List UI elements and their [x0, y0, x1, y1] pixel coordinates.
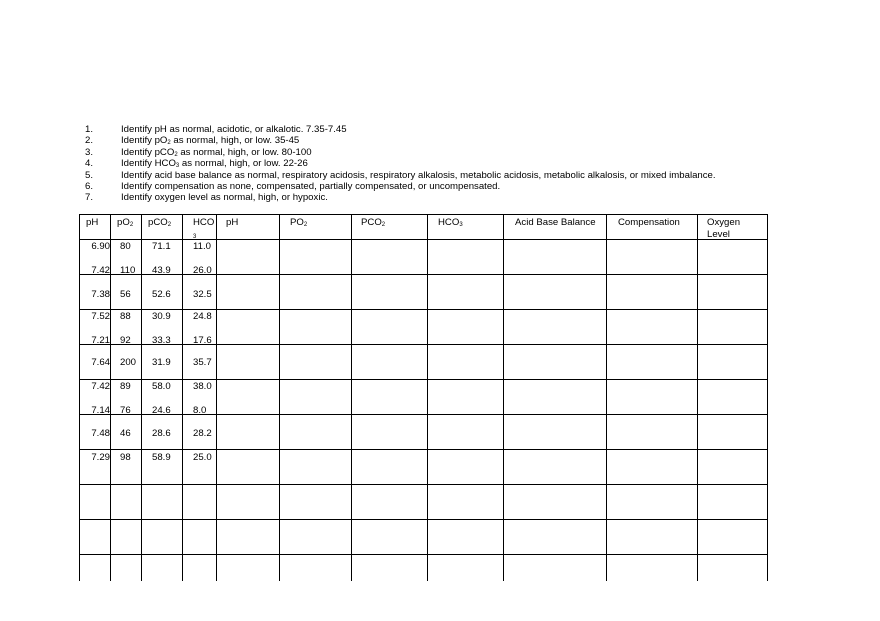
row-divider — [80, 274, 768, 275]
instruction-number: 5. — [85, 169, 94, 181]
cell-hco3: 28.2 — [193, 428, 212, 439]
cell-hco3: 8.0 — [193, 405, 207, 416]
cell-hco3: 25.0 — [193, 452, 212, 463]
cell-po2: 46 — [120, 428, 131, 439]
cell-ph: 7.38 — [91, 289, 110, 300]
cell-ph: 6.90 — [91, 241, 110, 252]
cell-po2: 110 — [120, 265, 136, 276]
instruction-text: Identify oxygen level as normal, high, or hypoxic. — [121, 192, 328, 204]
header-ph-interpretation: pH — [226, 217, 239, 228]
instruction-number: 1. — [85, 124, 94, 135]
cell-po2: 76 — [120, 405, 131, 416]
cell-hco3: 26.0 — [193, 265, 212, 276]
row-divider — [80, 519, 768, 520]
cell-pco2: 31.9 — [152, 357, 171, 368]
instruction-text: Identify pH as normal, acidotic, or alkalotic. 7.35-7.45 — [121, 124, 347, 135]
row-divider — [80, 449, 768, 450]
header-hco3-interpretation: $HCO_3$ — [438, 217, 463, 228]
cell-pco2: 71.1 — [152, 241, 171, 252]
instruction-number: 6. — [85, 180, 94, 192]
cell-ph: 7.42 — [91, 381, 110, 392]
cell-pco2: 30.9 — [152, 311, 171, 322]
column-divider — [427, 215, 428, 581]
row-divider — [80, 239, 768, 240]
instruction-text: Identify acid base balance as normal, respiratory acidosis, respiratory alkalosis, metabolic acidosis, metabolic alkalosis, or mixed imbalance. — [121, 169, 716, 181]
header-pco2: pCO$_2$ — [148, 217, 172, 228]
abg-worksheet-table — [79, 214, 768, 581]
column-divider — [141, 215, 142, 581]
row-divider — [80, 344, 768, 345]
column-divider — [351, 215, 352, 581]
instruction-text: Identify $HCO_3$ as normal, high, or low. 22-26 — [121, 158, 308, 170]
header-oxygen-level: Oxygen Level — [707, 217, 741, 240]
cell-pco2: 52.6 — [152, 289, 171, 300]
cell-ph: 7.14 — [91, 405, 110, 416]
row-divider — [80, 309, 768, 310]
cell-pco2: 33.3 — [152, 335, 171, 346]
header-po2: $pO_2$ — [117, 217, 134, 228]
row-divider — [80, 484, 768, 485]
cell-po2: 88 — [120, 311, 131, 322]
cell-ph: 7.29 — [91, 452, 110, 463]
column-divider — [110, 215, 111, 581]
cell-hco3: 32.5 — [193, 289, 212, 300]
cell-hco3: 24.8 — [193, 311, 212, 322]
column-divider — [767, 215, 768, 581]
cell-po2: 98 — [120, 452, 131, 463]
cell-po2: 56 — [120, 289, 131, 300]
cell-ph: 7.64 — [91, 357, 110, 368]
cell-pco2: 58.0 — [152, 381, 171, 392]
instruction-text: Identify compensation as none, compensated, partially compensated, or uncompensated. — [121, 180, 501, 192]
instruction-text: Identify pCO$_2$ as normal, high, or low. 80-100 — [121, 146, 312, 158]
cell-po2: 80 — [120, 241, 131, 252]
instruction-text: Identify $pO_2$ as normal, high, or low. 35-45 — [121, 135, 300, 147]
cell-hco3: 17.6 — [193, 335, 212, 346]
instruction-number: 2. — [85, 135, 94, 147]
header-acid-base-balance: Acid Base Balance — [515, 217, 596, 228]
header-po2-interpretation: $PO_2$ — [290, 217, 308, 228]
column-divider — [182, 215, 183, 581]
cell-ph: 7.21 — [91, 335, 110, 346]
cell-hco3: 35.7 — [193, 357, 212, 368]
instruction-number: 3. — [85, 146, 94, 158]
header-pco2-interpretation: $PCO_2$ — [361, 217, 386, 228]
cell-pco2: 58.9 — [152, 452, 171, 463]
column-divider — [279, 215, 280, 581]
cell-hco3: 11.0 — [193, 241, 211, 252]
cell-ph: 7.42 — [91, 265, 110, 276]
row-divider — [80, 554, 768, 555]
cell-po2: 92 — [120, 335, 131, 346]
row-divider — [80, 379, 768, 380]
instruction-number: 7. — [85, 192, 94, 204]
cell-po2: 89 — [120, 381, 131, 392]
column-divider — [606, 215, 607, 581]
header-ph: pH — [86, 217, 99, 228]
instruction-number: 4. — [85, 158, 94, 170]
cell-ph: 7.52 — [91, 311, 110, 322]
cell-pco2: 24.6 — [152, 405, 171, 416]
cell-hco3: 38.0 — [193, 381, 212, 392]
cell-po2: 200 — [120, 357, 137, 368]
header-hco3: $HCO_3$ — [193, 217, 215, 240]
header-compensation: Compensation — [618, 217, 680, 228]
column-divider — [697, 215, 698, 581]
row-divider — [80, 414, 768, 415]
column-divider — [216, 215, 217, 581]
cell-pco2: 28.6 — [152, 428, 171, 439]
column-divider — [503, 215, 504, 581]
cell-ph: 7.48 — [91, 428, 110, 439]
cell-pco2: 43.9 — [152, 265, 171, 276]
